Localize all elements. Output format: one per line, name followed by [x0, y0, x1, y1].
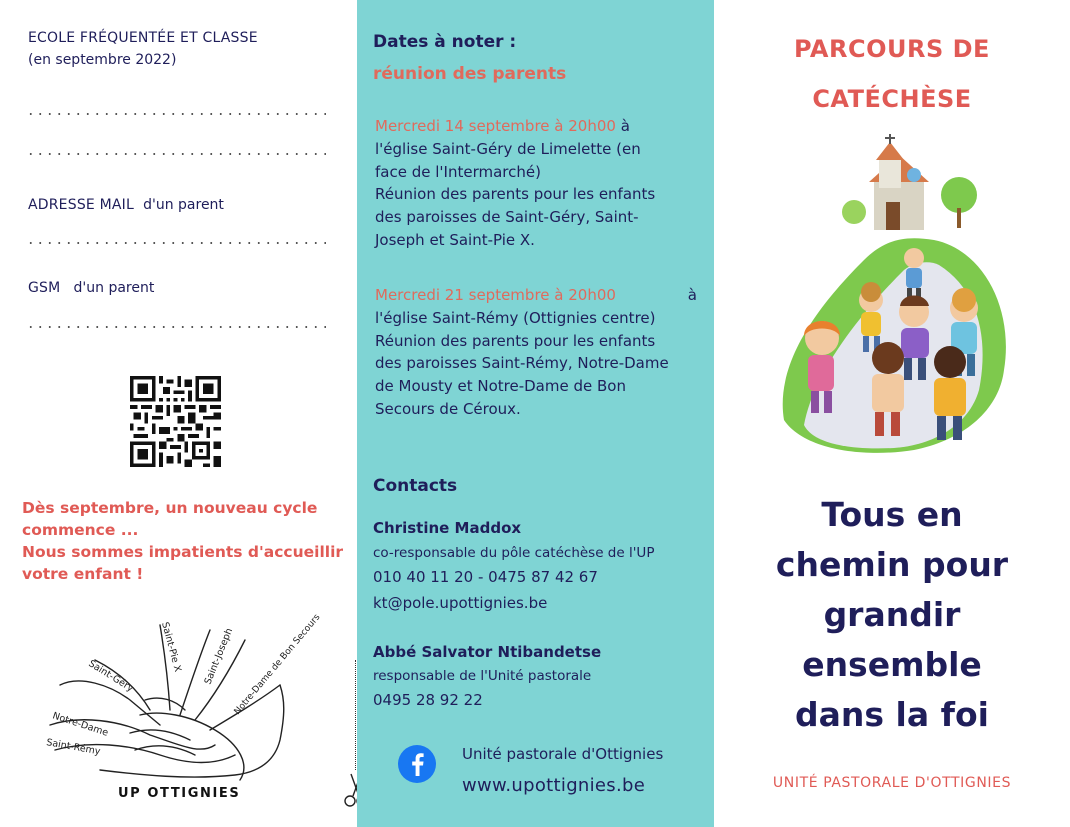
slogan-line: ensemble — [802, 645, 982, 684]
event-1-line: face de l'Intermarché) — [375, 162, 541, 181]
event-2-line: Réunion des parents pour les enfants — [375, 331, 656, 350]
event-2-line: l'église Saint-Rémy (Ottignies centre) — [375, 308, 656, 327]
slogan-line: Tous en — [821, 495, 963, 534]
event-1-line: Joseph et Saint-Pie X. — [375, 230, 535, 249]
facebook-label[interactable]: Unité pastorale d'Ottignies — [462, 745, 664, 763]
school-sub: (en septembre 2022) — [28, 52, 177, 68]
cut-line — [355, 660, 356, 770]
contact-2-phone[interactable]: 0495 28 92 22 — [373, 691, 483, 709]
announce-line: votre enfant ! — [22, 565, 144, 583]
event-1-line: des paroisses de Saint-Géry, Saint- — [375, 208, 639, 227]
logo-label-saint-joseph: Saint-Joseph — [202, 626, 236, 687]
event-1-date: Mercredi 14 septembre à 20h00 — [375, 117, 616, 135]
title-line: CATÉCHÈSE — [812, 85, 972, 113]
event-1-line: l'église Saint-Géry de Limelette (en — [375, 139, 641, 158]
event-2-line: Secours de Céroux. — [375, 399, 521, 418]
logo-label-nd-bon-secours: Notre-Dame de Bon Secours — [232, 612, 323, 717]
meeting-heading: réunion des parents — [373, 64, 567, 84]
event-2-date: Mercredi 21 septembre à 20h00 — [375, 286, 616, 304]
dotted-line — [26, 113, 326, 115]
announce-line: commence ... — [22, 521, 139, 539]
contact-1-phone[interactable]: 010 40 11 20 - 0475 87 42 67 — [373, 568, 598, 586]
left-panel — [0, 0, 357, 827]
logo-label-notre-dame: Notre-Dame — [51, 710, 110, 739]
announcement — [22, 497, 352, 585]
announce-line: Dès septembre, un nouveau cycle — [22, 499, 318, 517]
gsm-row — [28, 277, 154, 296]
slogan — [714, 490, 1070, 740]
event-2-line: des paroisses Saint-Rémy, Notre-Dame — [375, 354, 669, 373]
logo-label-saint-pie: Saint-Pie X — [159, 620, 183, 674]
right-panel — [714, 0, 1070, 827]
contact-1-name: Christine Maddox — [373, 519, 522, 537]
website-link[interactable]: www.upottignies.be — [462, 775, 646, 796]
slogan-line: dans la foi — [795, 695, 989, 734]
event-1-line: Réunion des parents pour les enfants — [375, 185, 656, 204]
footer-org: UNITÉ PASTORALE D'OTTIGNIES — [772, 775, 1012, 791]
facebook-icon[interactable] — [398, 745, 436, 783]
event-1 — [375, 115, 697, 252]
qr-code-icon[interactable] — [130, 376, 221, 467]
dotted-line — [26, 153, 326, 155]
logo-caption: UP OTTIGNIES — [118, 786, 241, 801]
logo-label-saint-gery: Saint-Géry — [86, 658, 136, 695]
event-2-line: de Mousty et Notre-Dame de Bon — [375, 377, 626, 396]
slogan-line: chemin pour — [775, 545, 1009, 584]
hands-logo-icon — [40, 612, 323, 790]
school-label: ECOLE FRÉQUENTÉE ET CLASSE — [28, 30, 258, 46]
contact-1-email[interactable]: kt@pole.upottignies.be — [373, 594, 548, 612]
logo-label-saint-remy: Saint-Rémy — [45, 737, 102, 758]
slogan-line: grandir — [823, 595, 961, 634]
dotted-line — [26, 326, 326, 328]
mail-sub: d'un parent — [143, 197, 224, 213]
gsm-label: GSM — [28, 280, 61, 296]
announce-line: Nous sommes impatients d'accueillir — [22, 543, 344, 561]
event-2-line: à — [687, 286, 697, 304]
middle-panel — [357, 0, 714, 827]
gsm-sub: d'un parent — [73, 280, 155, 296]
event-2 — [375, 284, 697, 421]
title-line: PARCOURS DE — [794, 35, 990, 63]
brochure-title — [714, 24, 1070, 124]
mail-label: ADRESSE MAIL — [28, 197, 134, 213]
dates-heading: Dates à noter : — [373, 32, 517, 52]
contacts-heading: Contacts — [373, 476, 458, 496]
event-1-line: à — [620, 117, 630, 135]
contact-1-role: co-responsable du pôle catéchèse de l'UP — [373, 545, 655, 561]
church-children-illustration — [764, 140, 1030, 460]
contact-2-name: Abbé Salvator Ntibandetse — [373, 643, 602, 661]
contact-2-role: responsable de l'Unité pastorale — [373, 668, 592, 684]
dotted-line — [26, 242, 326, 244]
mail-row — [28, 194, 224, 213]
